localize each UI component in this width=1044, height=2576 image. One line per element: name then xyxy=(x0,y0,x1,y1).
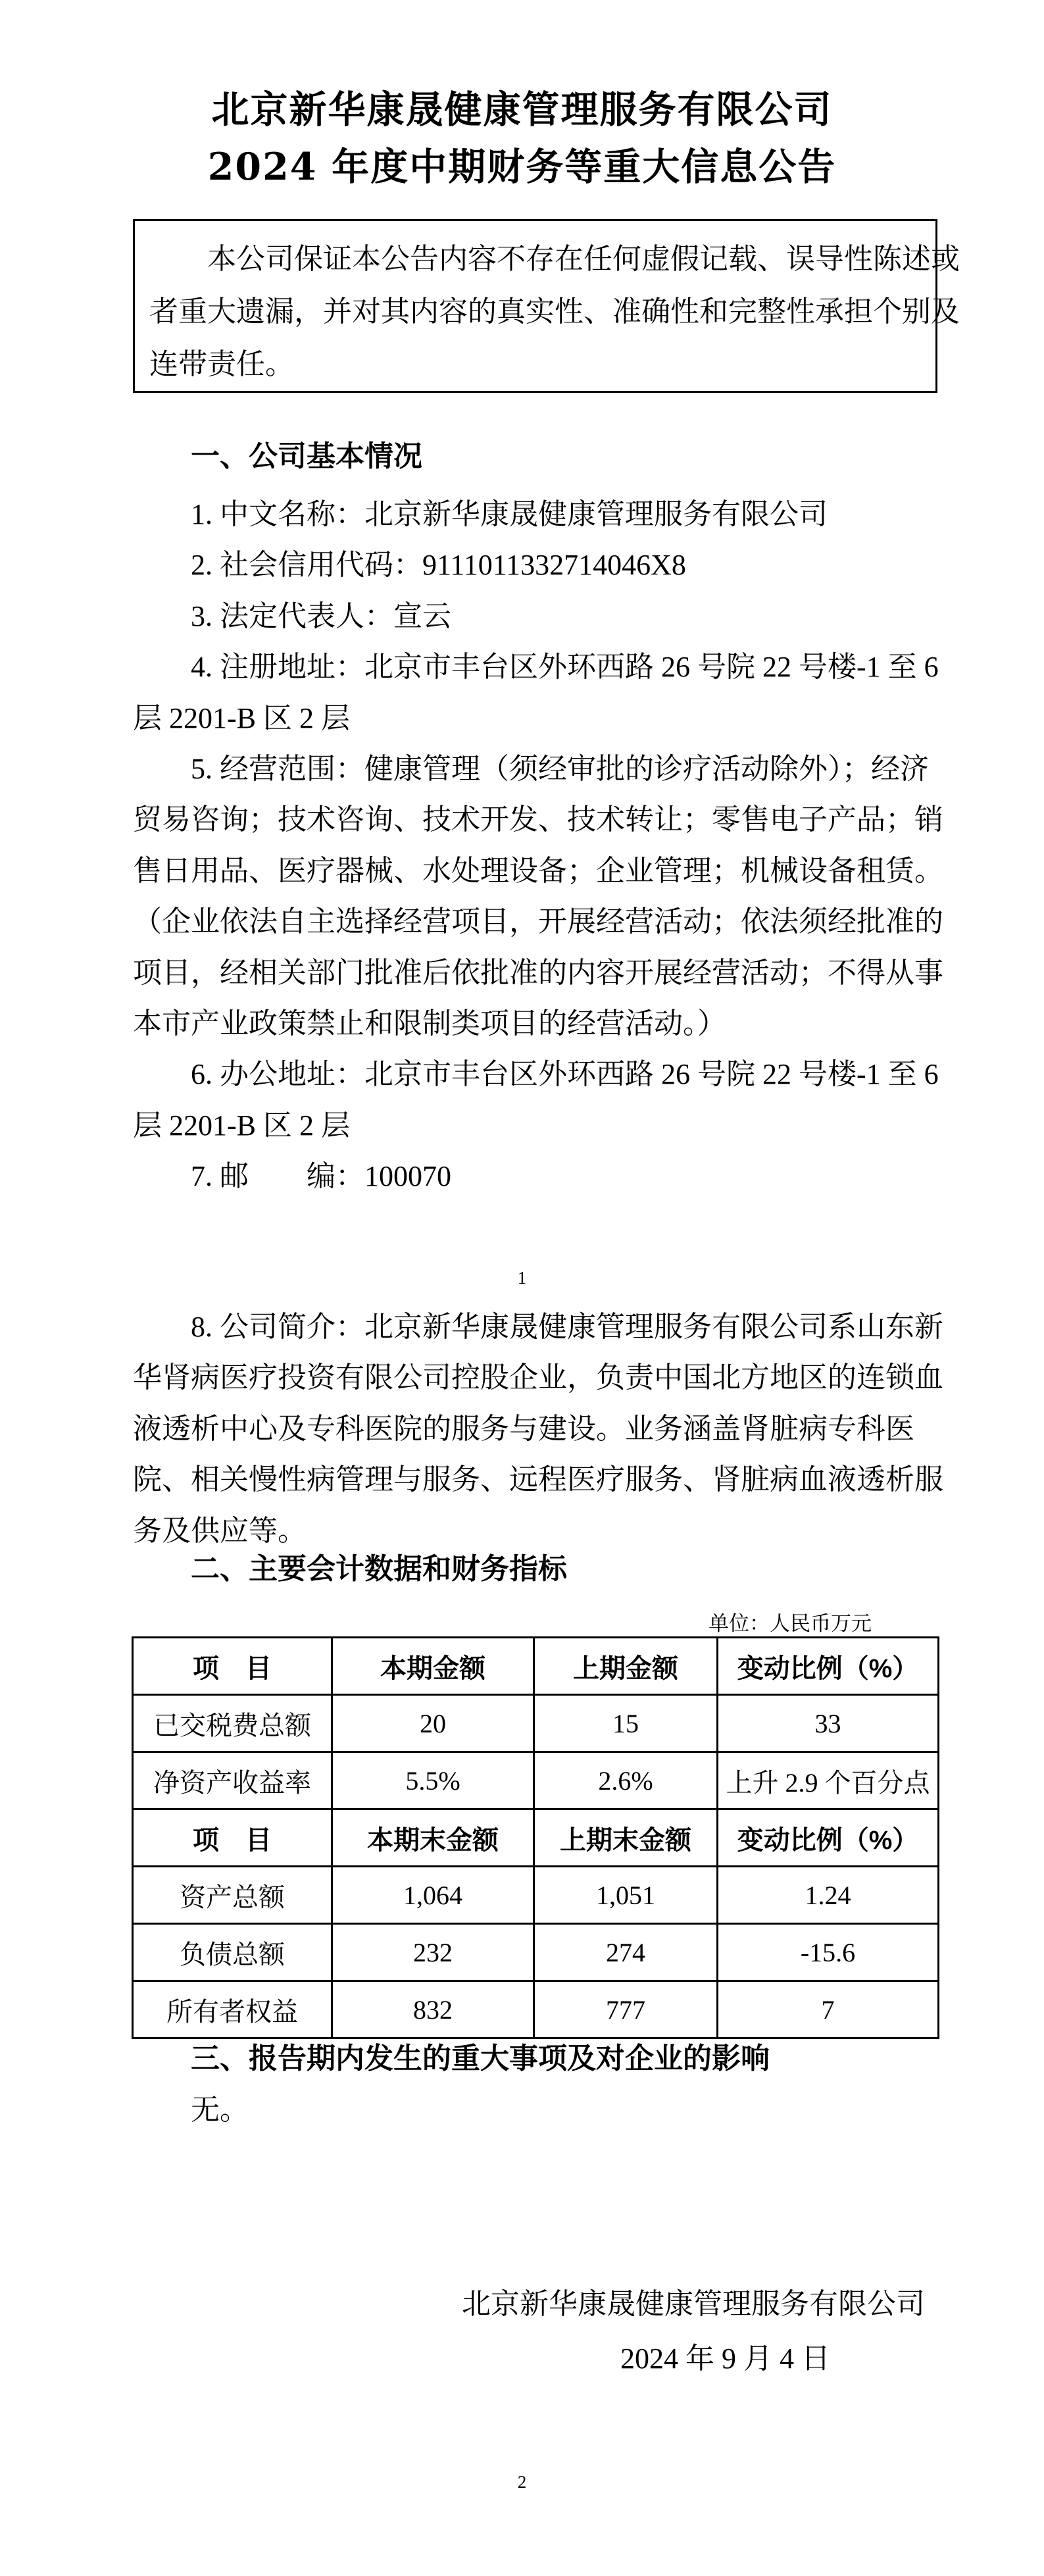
table-header-cell: 项 目 xyxy=(133,1638,332,1695)
table-row xyxy=(133,1695,939,1752)
table-header-cell: 本期末金额 xyxy=(332,1809,534,1867)
section3-heading: 三、报告期内发生的重大事项及对企业的影响 xyxy=(191,2042,770,2075)
text-line: 6. 办公地址：北京市丰台区外环西路 26 号院 22 号楼-1 至 6 xyxy=(191,1058,939,1091)
table-cell: 2.6% xyxy=(534,1752,718,1809)
table-cell: 832 xyxy=(332,1981,534,2038)
text-line: 5. 经营范围：健康管理（须经审批的诊疗活动除外）；经济 xyxy=(191,752,929,785)
text-line: 贸易咨询；技术咨询、技术开发、技术转让；零售电子产品；销 xyxy=(133,803,943,836)
section1-heading: 一、公司基本情况 xyxy=(191,440,422,472)
table-row xyxy=(133,1981,939,2038)
document-title-line2: 2024 年度中期财务等重大信息公告 xyxy=(207,145,837,189)
text-line: 4. 注册地址：北京市丰台区外环西路 26 号院 22 号楼-1 至 6 xyxy=(191,651,939,684)
table-cell: 274 xyxy=(534,1924,718,1981)
page1-number: 1 xyxy=(517,1268,527,1288)
table-cell: 33 xyxy=(718,1695,939,1752)
table-cell: -15.6 xyxy=(718,1924,939,1981)
table-row xyxy=(133,1752,939,1809)
text-line: 无。 xyxy=(191,2094,249,2126)
table-header-row xyxy=(133,1809,939,1867)
text-line: 项目，经相关部门批准后依批准的内容开展经营活动；不得从事 xyxy=(133,956,943,989)
text-line: 层 2201-B 区 2 层 xyxy=(133,701,350,734)
table-cell: 5.5% xyxy=(332,1752,534,1809)
table-header-cell: 项 目 xyxy=(133,1809,332,1867)
table-cell: 所有者权益 xyxy=(133,1981,332,2038)
section3-body xyxy=(133,2084,1008,2135)
text-line: 务及供应等。 xyxy=(133,1514,307,1547)
table-cell: 15 xyxy=(534,1695,718,1752)
text-line: 者重大遗漏，并对其内容的真实性、准确性和完整性承担个别及 xyxy=(149,295,960,328)
text-line: 本公司保证本公告内容不存在任何虚假记载、误导性陈述或 xyxy=(207,243,960,275)
table-cell: 20 xyxy=(332,1695,534,1752)
text-line: 本市产业政策禁止和限制类项目的经营活动。） xyxy=(133,1007,726,1040)
financial-indicators-table xyxy=(132,1636,939,2039)
section1-paragraph-8 xyxy=(133,1301,1008,1556)
table-header-cell: 本期金额 xyxy=(332,1638,534,1695)
text-line: 8. 公司简介：北京新华康晟健康管理服务有限公司系山东新 xyxy=(191,1311,943,1343)
table-header-cell: 上期金额 xyxy=(534,1638,718,1695)
text-line: 2. 社会信用代码：9111011332714046X8 xyxy=(191,549,686,582)
text-line: 院、相关慢性病管理与服务、远程医疗服务、肾脏病血液透析服 xyxy=(133,1463,943,1496)
table-cell: 232 xyxy=(332,1924,534,1981)
text-line: 华肾病医疗投资有限公司控股企业，负责中国北方地区的连锁血 xyxy=(133,1361,943,1394)
table-cell: 1.24 xyxy=(718,1867,939,1924)
text-line: 7. 邮 编：100070 xyxy=(191,1160,451,1193)
table-cell: 1,051 xyxy=(534,1867,718,1924)
table-cell: 已交税费总额 xyxy=(133,1695,332,1752)
table-cell: 资产总额 xyxy=(133,1867,332,1924)
text-line: 连带责任。 xyxy=(149,348,294,380)
page2-number: 2 xyxy=(517,2472,527,2492)
table-header-cell: 变动比例（%） xyxy=(718,1809,939,1867)
table-row xyxy=(133,1924,939,1981)
signature-company: 北京新华康晟健康管理服务有限公司 xyxy=(462,2288,925,2320)
table-cell: 7 xyxy=(718,1981,939,2038)
table-cell: 1,064 xyxy=(332,1867,534,1924)
section2-heading: 二、主要会计数据和财务指标 xyxy=(191,1553,567,1585)
table-unit-label: 单位：人民币万元 xyxy=(708,1612,872,1635)
text-line: 3. 法定代表人：宣云 xyxy=(191,599,451,632)
table-cell: 777 xyxy=(534,1981,718,2038)
text-line: 层 2201-B 区 2 层 xyxy=(133,1109,350,1142)
section1-paragraphs xyxy=(133,489,1008,1201)
table-cell: 负债总额 xyxy=(133,1924,332,1981)
table-cell: 净资产收益率 xyxy=(133,1752,332,1809)
text-line: 售日用品、医疗器械、水处理设备；企业管理；机械设备租赁。 xyxy=(133,854,943,887)
text-line: （企业依法自主选择经营项目，开展经营活动；依法须经批准的 xyxy=(133,905,943,938)
table-cell: 上升 2.9 个百分点 xyxy=(718,1752,939,1809)
table-header-row xyxy=(133,1638,939,1695)
document-title-line1: 北京新华康晟健康管理服务有限公司 xyxy=(211,88,833,132)
disclaimer-notice-box xyxy=(133,219,960,393)
text-line: 1. 中文名称：北京新华康晟健康管理服务有限公司 xyxy=(191,498,828,530)
table-header-cell: 变动比例（%） xyxy=(718,1638,939,1695)
signature-date: 2024 年 9 月 4 日 xyxy=(620,2342,830,2375)
text-line: 液透析中心及专科医院的服务与建设。业务涵盖肾脏病专科医 xyxy=(133,1412,914,1445)
table-row xyxy=(133,1867,939,1924)
table-header-cell: 上期末金额 xyxy=(534,1809,718,1867)
